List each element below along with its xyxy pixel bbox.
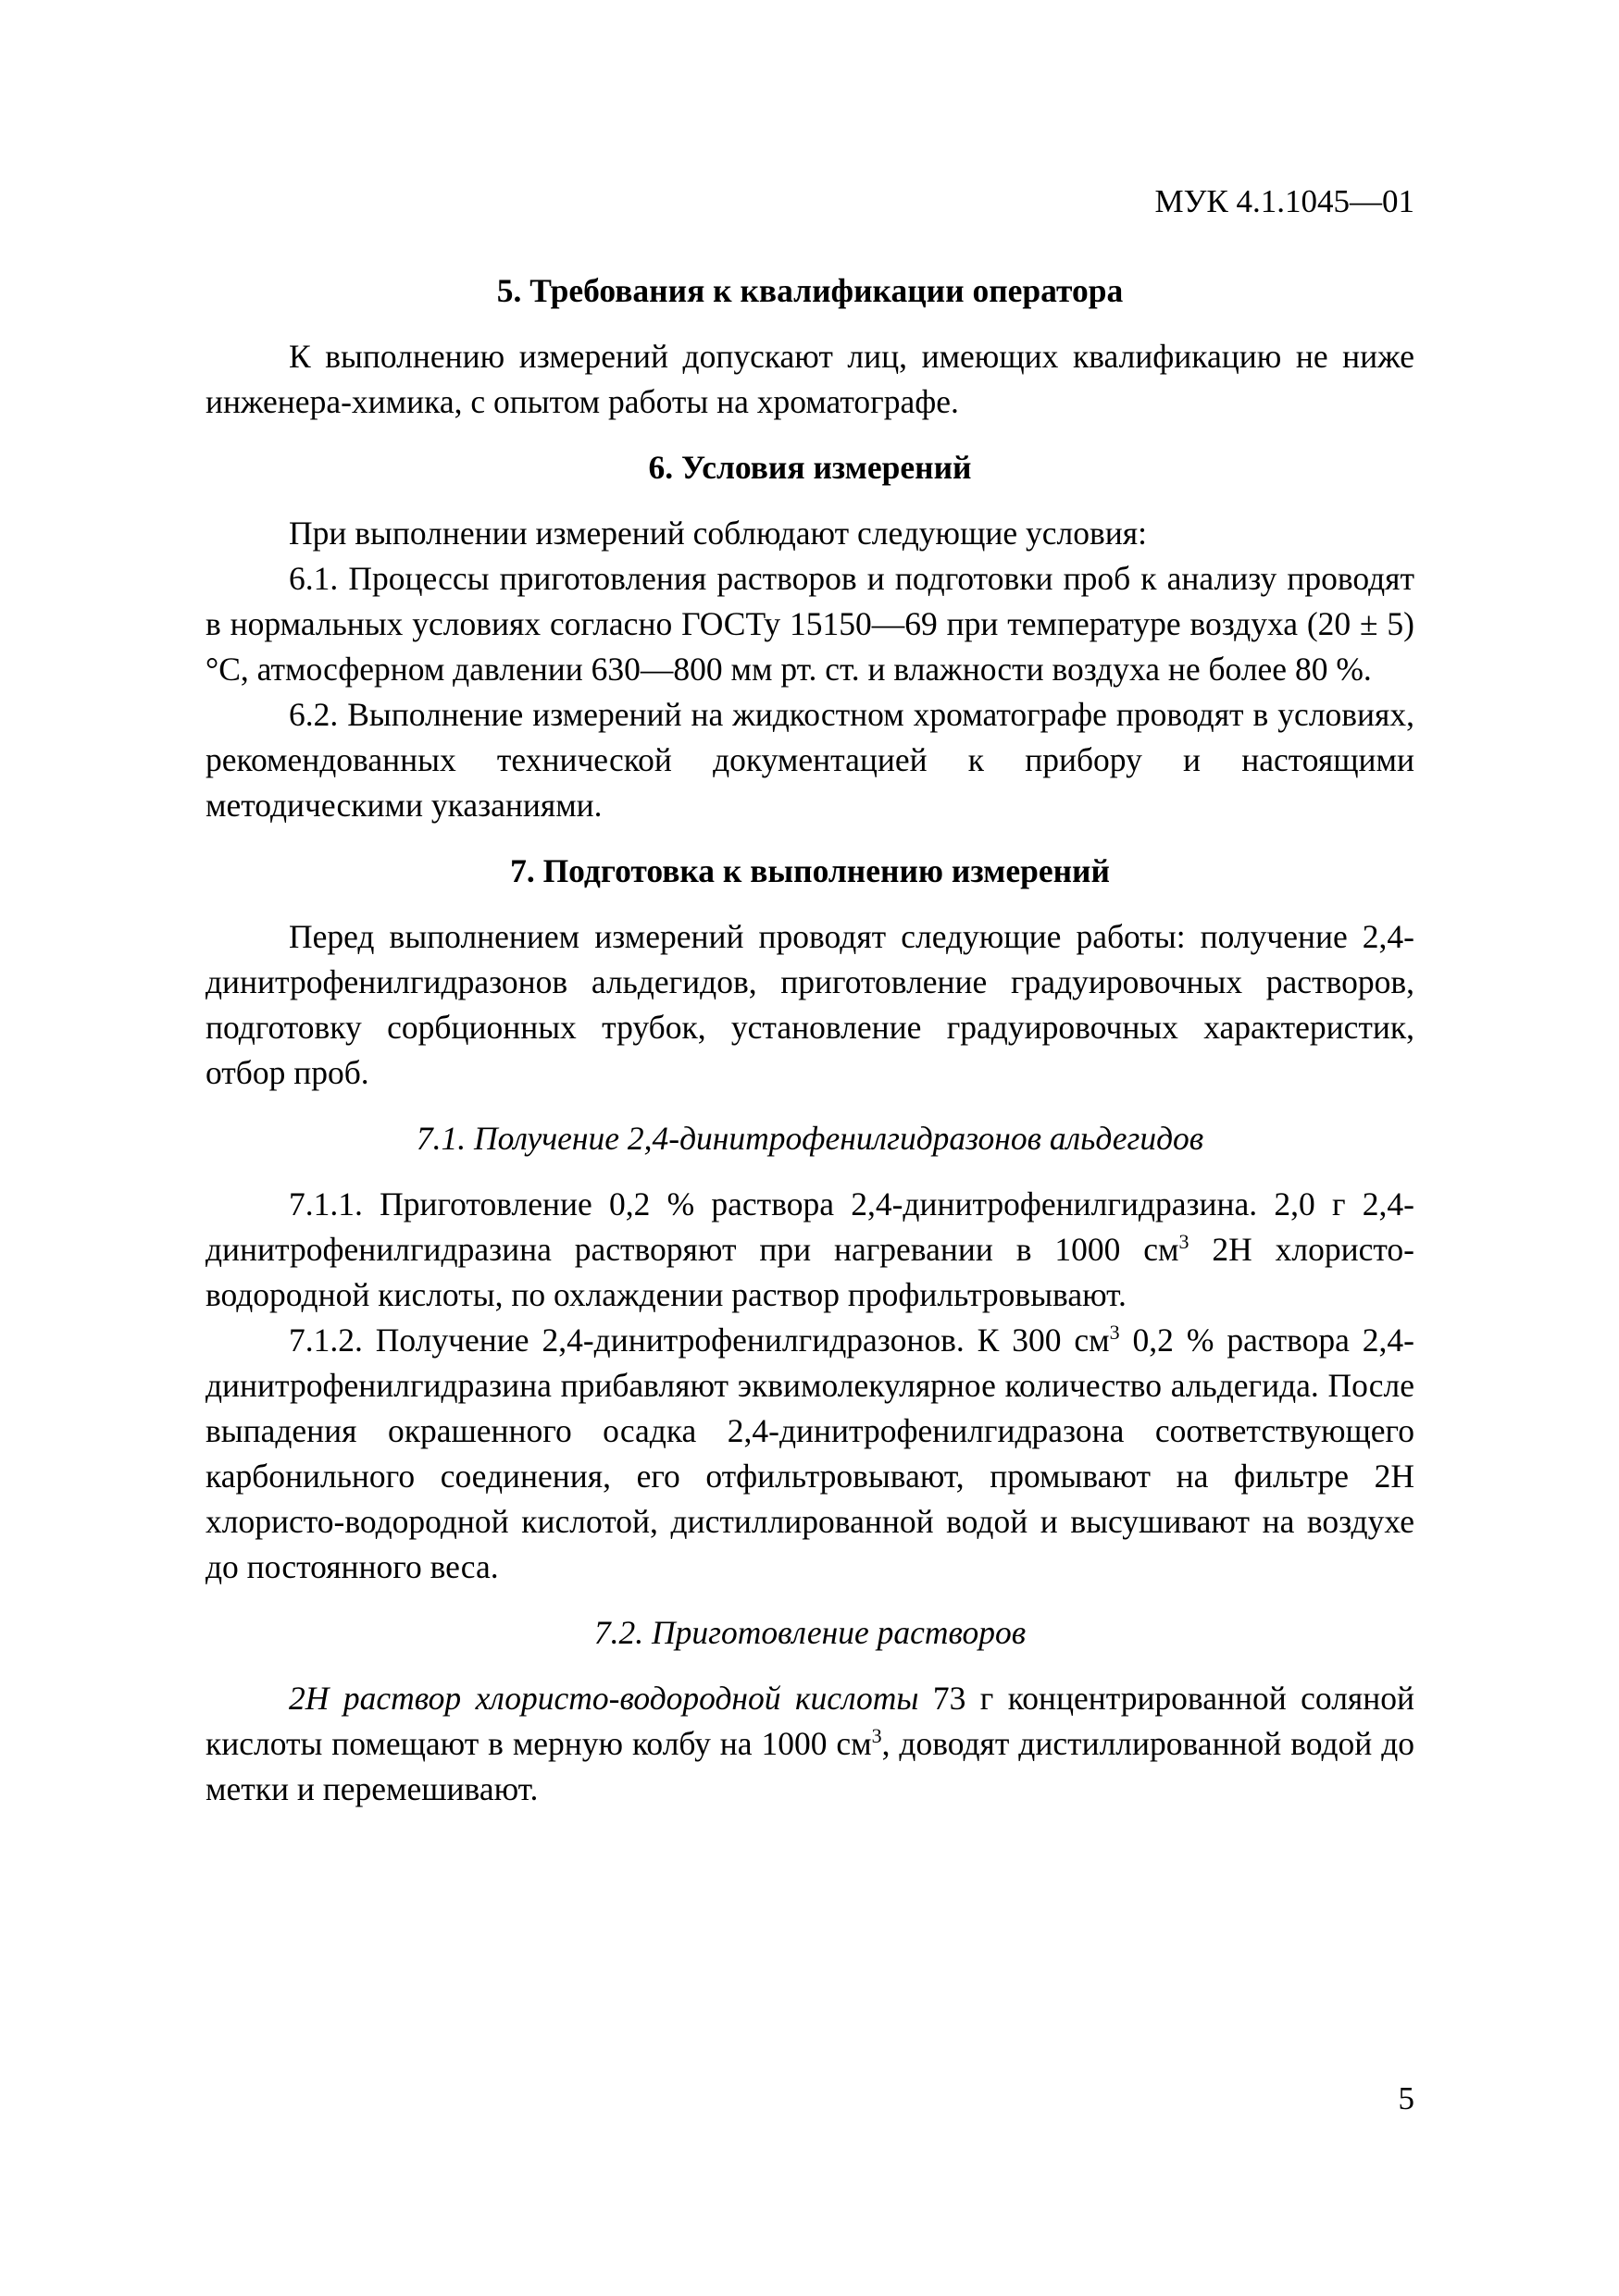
document-code: МУК 4.1.1045—01 [1154, 183, 1414, 219]
section-6-heading: 6. Условия измерений [648, 449, 972, 486]
italic-term: 2Н раствор хлористо-водородной кислоты [289, 1680, 919, 1717]
subsection-7-1-heading: 7.1. Получение 2,4-динитрофенилгидразонов альдегидов [416, 1120, 1204, 1157]
section-6-2-paragraph: 6.2. Выполнение измерений на жидкостном хроматографе проводят в условиях, рекомендованных технической документацией к прибору и настоящими методическими указаниями. [205, 696, 1414, 824]
superscript: 3 [1178, 1230, 1189, 1254]
section-7-2-paragraph [205, 1676, 1414, 1812]
superscript: 3 [871, 1724, 882, 1748]
text-run: 0,2 % раствора 2,4-динитрофенилгидразина прибавляют эквимолекулярное количество альдегида. После выпадения окрашенного осадка 2,4-динитрофенилгидразона соответствующего карбонильного соединения, его отфильтровывают, промывают на фильтре 2Н хлористо-водородной кислотой, дистиллированной водой и высушивают на воздухе до постоянного веса. [205, 1322, 1414, 1585]
superscript: 3 [1109, 1321, 1120, 1345]
section-7-heading: 7. Подготовка к выполнению измерений [510, 852, 1110, 889]
section-5-heading: 5. Требования к квалификации оператора [496, 272, 1124, 309]
section-5-paragraph: К выполнению измерений допускают лиц, имеющих квалификацию не ниже инженера-химика, с опытом работы на хроматографе. [205, 338, 1414, 420]
text-run: 2Н хлористо-водородной кислоты, по охлаждении раствор профильтровывают. [205, 1231, 1414, 1313]
section-7-intro-paragraph: Перед выполнением измерений проводят следующие работы: получение 2,4-динитрофенилгидразонов альдегидов, приготовление градуировочных растворов, подготовку сорбционных трубок, установление градуировочных характеристик, отбор проб. [205, 918, 1414, 1091]
section-7-1-2-paragraph [205, 1318, 1414, 1590]
text-run: , доводят дистиллированной водой до метки и перемешивают. [205, 1725, 1415, 1807]
section-6-intro-paragraph: При выполнении измерений соблюдают следующие условия: [289, 515, 1147, 552]
page-number: 5 [1398, 2080, 1414, 2116]
text-run: 7.1.2. Получение 2,4-динитрофенилгидразонов. К 300 см [289, 1322, 1110, 1359]
page-content [205, 268, 1414, 1812]
text-run: 73 г концентрированной соляной кислоты помещают в мерную колбу на 1000 см [205, 1680, 1414, 1762]
section-7-1-1-paragraph [205, 1182, 1414, 1318]
subsection-7-2-heading: 7.2. Приготовление растворов [593, 1614, 1027, 1651]
text-run: 7.1.1. Приготовление 0,2 % раствора 2,4-динитрофенилгидразина. 2,0 г 2,4-динитрофенилгидразина растворяют при нагревании в 1000 см [205, 1185, 1414, 1268]
section-6-1-paragraph: 6.1. Процессы приготовления растворов и подготовки проб к анализу проводят в нормальных условиях согласно ГОСТу 15150—69 при температуре воздуха (20 ± 5) °С, атмосферном давлении 630—800 мм рт. ст. и влажности воздуха не более 80 %. [205, 560, 1414, 688]
